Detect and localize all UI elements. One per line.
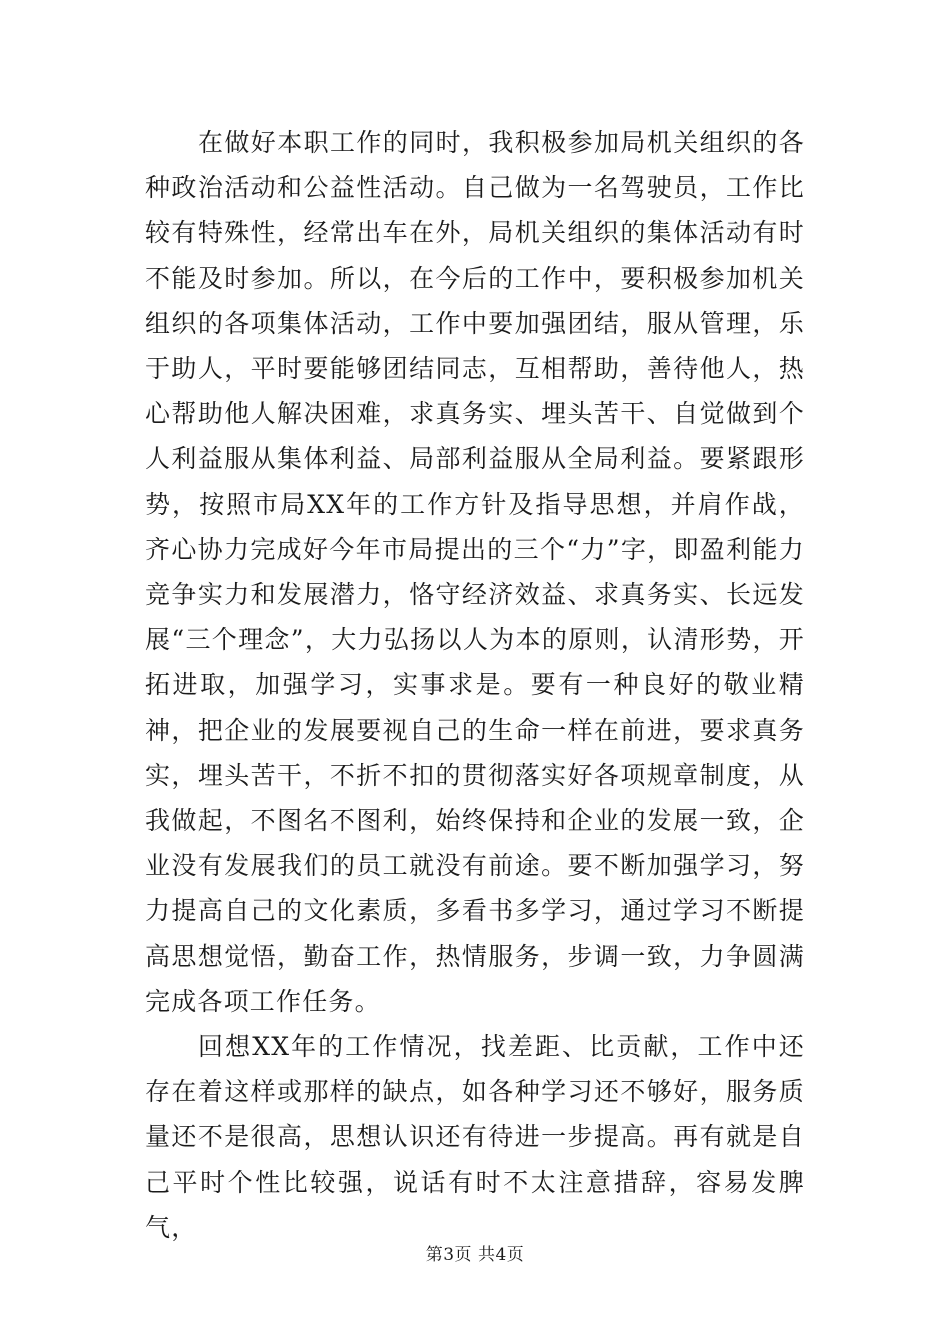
document-body [145,120,805,1250]
page-footer [0,1240,950,1265]
page-total: 共4页 [477,1245,525,1265]
page-number: 第3页 [425,1245,473,1265]
paragraph-participation: 在做好本职工作的同时，我积极参加局机关组织的各种政治活动和公益性活动。自己做为一名驾驶员，工作比较有特殊性，经常出车在外，局机关组织的集体活动有时不能及时参加。所以，在今后的工作中，要积极参加机关组织的各项集体活动，工作中要加强团结，服从管理，乐于助人，平时要能够团结同志，互相帮助，善待他人，热心帮助他人解决困难，求真务实、埋头苦干、自觉做到个人利益服从集体利益、局部利益服从全局利益。要紧跟形势，按照市局XX年的工作方针及指导思想，并肩作战，齐心协力完成好今年市局提出的三个“力”字，即盈利能力竞争实力和发展潜力，恪守经济效益、求真务实、长远发展“三个理念”，大力弘扬以人为本的原则，认清形势，开拓进取，加强学习，实事求是。要有一种良好的敬业精神，把企业的发展要视自己的生命一样在前进，要求真务实，埋头苦干，不折不扣的贯彻落实好各项规章制度，从我做起，不图名不图利，始终保持和企业的发展一致，企业没有发展我们的员工就没有前途。要不断加强学习，努力提高自己的文化素质，多看书多学习，通过学习不断提高思想觉悟，勤奋工作，热情服务，步调一致，力争圆满完成各项工作任务。 [145,128,805,1016]
paragraph-reflection: 回想XX年的工作情况，找差距、比贡献，工作中还存在着这样或那样的缺点，如各种学习还不够好，服务质量还不是很高，思想认识还有待进一步提高。再有就是自己平时个性比较强，说话有时不太注意措辞，容易发脾气， [145,1032,805,1242]
